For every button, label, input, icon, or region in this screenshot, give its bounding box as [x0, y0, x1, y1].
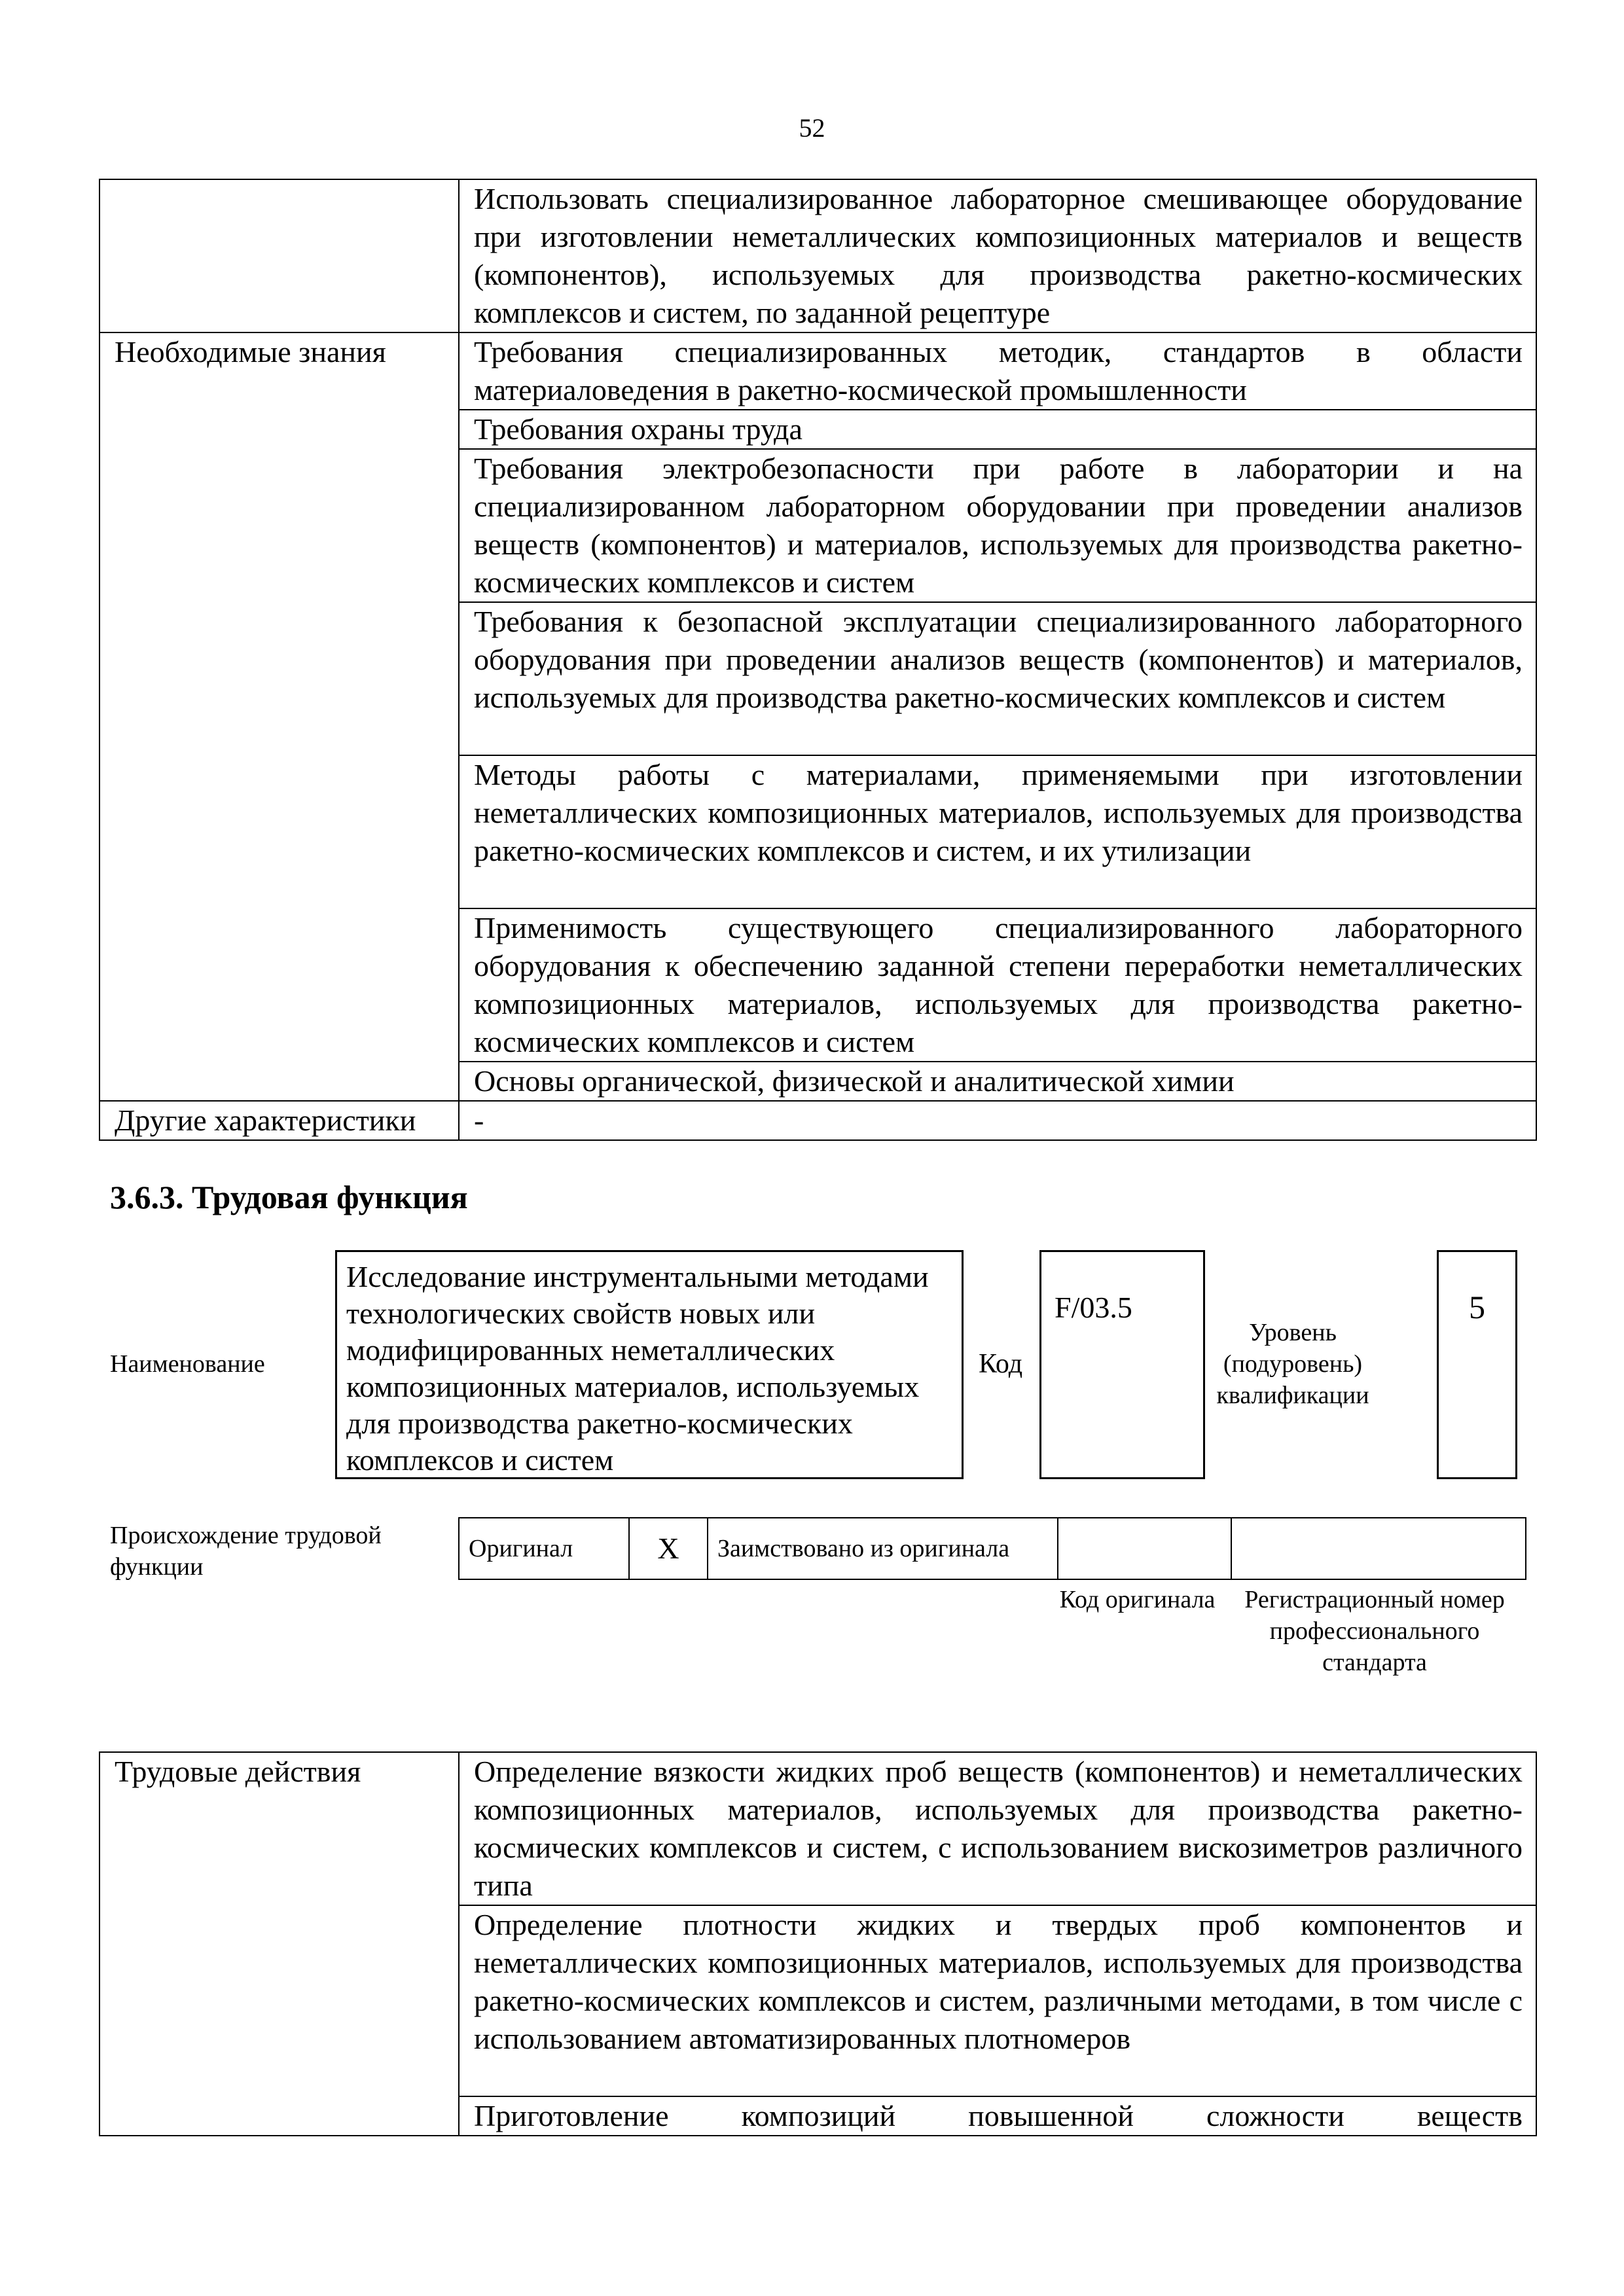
reg-number-caption: Регистрационный номер профессионального стандарта	[1244, 1586, 1505, 1676]
actions-table	[99, 1751, 1537, 2136]
row-label-other: Другие характеристики	[99, 1101, 459, 1140]
code-box: F/03.5	[1039, 1250, 1205, 1479]
knowledge-item: Основы органической, физической и аналитической химии	[459, 1062, 1536, 1101]
origin-label: Происхождение трудовой функции	[110, 1522, 382, 1581]
action-item: Определение плотности жидких и твердых проб компонентов и неметаллических композиционных материалов, используемых для производства ракетно-космических комплексов и систем, различными методами, в том числе с использованием автоматизированных плотномеров	[459, 1905, 1536, 2096]
original-code-cell	[1058, 1518, 1231, 1579]
row-label-actions: Трудовые действия	[99, 1752, 459, 2136]
borrowed-label: Заимствовано из оригинала	[708, 1518, 1058, 1579]
knowledge-table	[99, 179, 1537, 1141]
reg-number-cell	[1231, 1518, 1526, 1579]
table-row	[99, 1752, 1536, 1905]
code-label: Код	[979, 1349, 1023, 1379]
knowledge-item: Методы работы с материалами, применяемыми при изготовлении неметаллических композиционных материалов, используемых для производства ракетно-космических комплексов и систем, и их утилизации	[459, 755, 1536, 908]
section-heading: 3.6.3. Трудовая функция	[110, 1179, 468, 1215]
other-item: -	[459, 1101, 1536, 1140]
table-row	[99, 1101, 1536, 1140]
table-row	[99, 332, 1536, 410]
origin-table	[458, 1517, 1526, 1580]
level-box: 5	[1437, 1250, 1517, 1479]
action-item: Приготовление композиций повышенной сложности веществ	[459, 2096, 1536, 2136]
original-code-caption: Код оригинала	[1059, 1586, 1216, 1613]
row-label	[99, 179, 459, 332]
page-number: 52	[799, 113, 825, 143]
knowledge-item: Требования специализированных методик, стандартов в области материаловедения в ракетно-космической промышленности	[459, 332, 1536, 410]
knowledge-item: Требования к безопасной эксплуатации специализированного лабораторного оборудования при проведении анализов веществ (компонентов) и материалов, используемых для производства ракетно-космических комплексов и систем	[459, 602, 1536, 755]
level-label: Уровень (подуровень) квалификации	[1216, 1319, 1369, 1409]
row-label-knowledge: Необходимые знания	[99, 332, 459, 1101]
name-label: Наименование	[110, 1350, 265, 1378]
function-name-box: Исследование инструментальными методами технологических свойств новых или модифицированных неметаллических композиционных материалов, используемых для производства ракетно-космических комплексов и систем	[335, 1250, 964, 1479]
skill-item: Использовать специализированное лабораторное смешивающее оборудование при изготовлении неметаллических композиционных материалов и веществ (компонентов), используемых для производства ракетно-космических комплексов и систем, по заданной рецептуре	[459, 179, 1536, 332]
action-item: Определение вязкости жидких проб веществ (компонентов) и неметаллических композиционных материалов, используемых для производства ракетно-космических комплексов и систем, с использованием вискозиметров различного типа	[459, 1752, 1536, 1905]
knowledge-item: Требования охраны труда	[459, 410, 1536, 449]
knowledge-item: Требования электробезопасности при работе в лаборатории и на специализированном лабораторном оборудовании при проведении анализов веществ (компонентов) и материалов, используемых для производства ракетно-космических комплексов и систем	[459, 449, 1536, 602]
knowledge-item: Применимость существующего специализированного лабораторного оборудования к обеспечению заданной степени переработки неметаллических композиционных материалов, используемых для производства ракетно-космических комплексов и систем	[459, 908, 1536, 1062]
original-label: Оригинал	[459, 1518, 629, 1579]
original-mark: X	[629, 1518, 708, 1579]
table-row	[459, 1518, 1526, 1579]
table-row	[99, 179, 1536, 332]
